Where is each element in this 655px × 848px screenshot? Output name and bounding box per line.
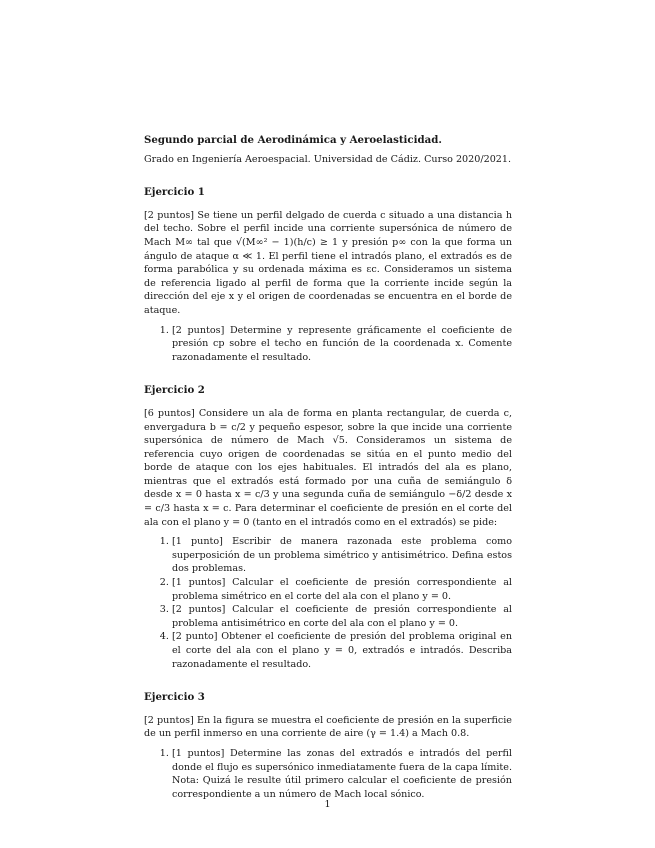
question-item: 4. [2 punto] Obtener el coeficiente de presión del problema original en el corte del ala con el plano y = 0, extradós e intradós. Describa razonadamente el resultado.: [172, 630, 512, 671]
exercise-heading: Ejercicio 2: [144, 384, 205, 397]
question-item: 1. [1 puntos] Determine las zonas del extradós e intradós del perfil donde el flujo es supersónico inmediatamente fuera de la capa límite. Nota: Quizá le resulte útil primero calcular el coeficiente de presión correspondiente a un número de Mach local sónico.: [172, 747, 512, 801]
exercise-statement: [2 puntos] Se tiene un perfil delgado de cuerda c situado a una distancia h del techo. Sobre el perfil incide una corriente supersónica de número de Mach M∞ tal que √(M∞² − 1)(h/c) ≥ 1 y presión p∞ con la que forma un ángulo de ataque α ≪ 1. El perfil tiene el intradós plano, el extradós es de forma parabólica y su ordenada máxima es εc. Consideramos un sistema de referencia ligado al perfil de forma que la corriente incide según la dirección del eje x y el origen de coordenadas se encuentra en el borde de ataque.: [144, 209, 512, 316]
exercise-3: [144, 691, 512, 801]
question-item: 2. [1 puntos] Calcular el coeficiente de presión correspondiente al problema simétrico en el corte del ala con el plano y = 0.: [172, 576, 512, 603]
exercise-statement: [2 puntos] En la figura se muestra el coeficiente de presión en la superficie de un perfil inmerso en una corriente de aire (γ = 1.4) a Mach 0.8.: [144, 714, 512, 740]
exam-page: [144, 134, 512, 801]
question-list: [144, 535, 512, 671]
exercise-statement: [6 puntos] Considere un ala de forma en planta rectangular, de cuerda c, envergadura b = c/2 y pequeño espesor, sobre la que incide una corriente supersónica de número de Mach √5. Consideramos un sistema de referencia cuyo origen de coordenadas se sitúa en el punto medio del borde de ataque con los ejes habituales. El intradós del ala es plano, mientras que el extradós está formado por una cuña de semiángulo δ desde x = 0 hasta x = c/3 y una segunda cuña de semiángulo −δ/2 desde x = c/3 hasta x = c. Para determinar el coeficiente de presión en el corte del ala con el plano y = 0 (tanto en el intradós como en el extradós) se pide:: [144, 407, 512, 528]
exam-title: Segundo parcial de Aerodinámica y Aeroelasticidad.: [144, 134, 442, 146]
exercise-2: [144, 384, 512, 671]
exam-subtitle: Grado en Ingeniería Aeroespacial. Universidad de Cádiz. Curso 2020/2021.: [144, 153, 512, 165]
question-item: 3. [2 puntos] Calcular el coeficiente de presión correspondiente al problema antisimétrico en corte del ala con el plano y = 0.: [172, 603, 512, 630]
page-number: 1: [324, 799, 331, 810]
exercise-heading: Ejercicio 3: [144, 691, 205, 704]
question-item: 1. [2 puntos] Determine y represente gráficamente el coeficiente de presión cp sobre el techo en función de la coordenada x. Comente razonadamente el resultado.: [172, 324, 512, 365]
question-item: 1. [1 punto] Escribir de manera razonada este problema como superposición de un problema simétrico y antisimétrico. Defina estos dos problemas.: [172, 535, 512, 576]
question-list: [144, 324, 512, 365]
exercise-1: [144, 186, 512, 364]
question-list: [144, 747, 512, 801]
exercise-heading: Ejercicio 1: [144, 186, 205, 199]
